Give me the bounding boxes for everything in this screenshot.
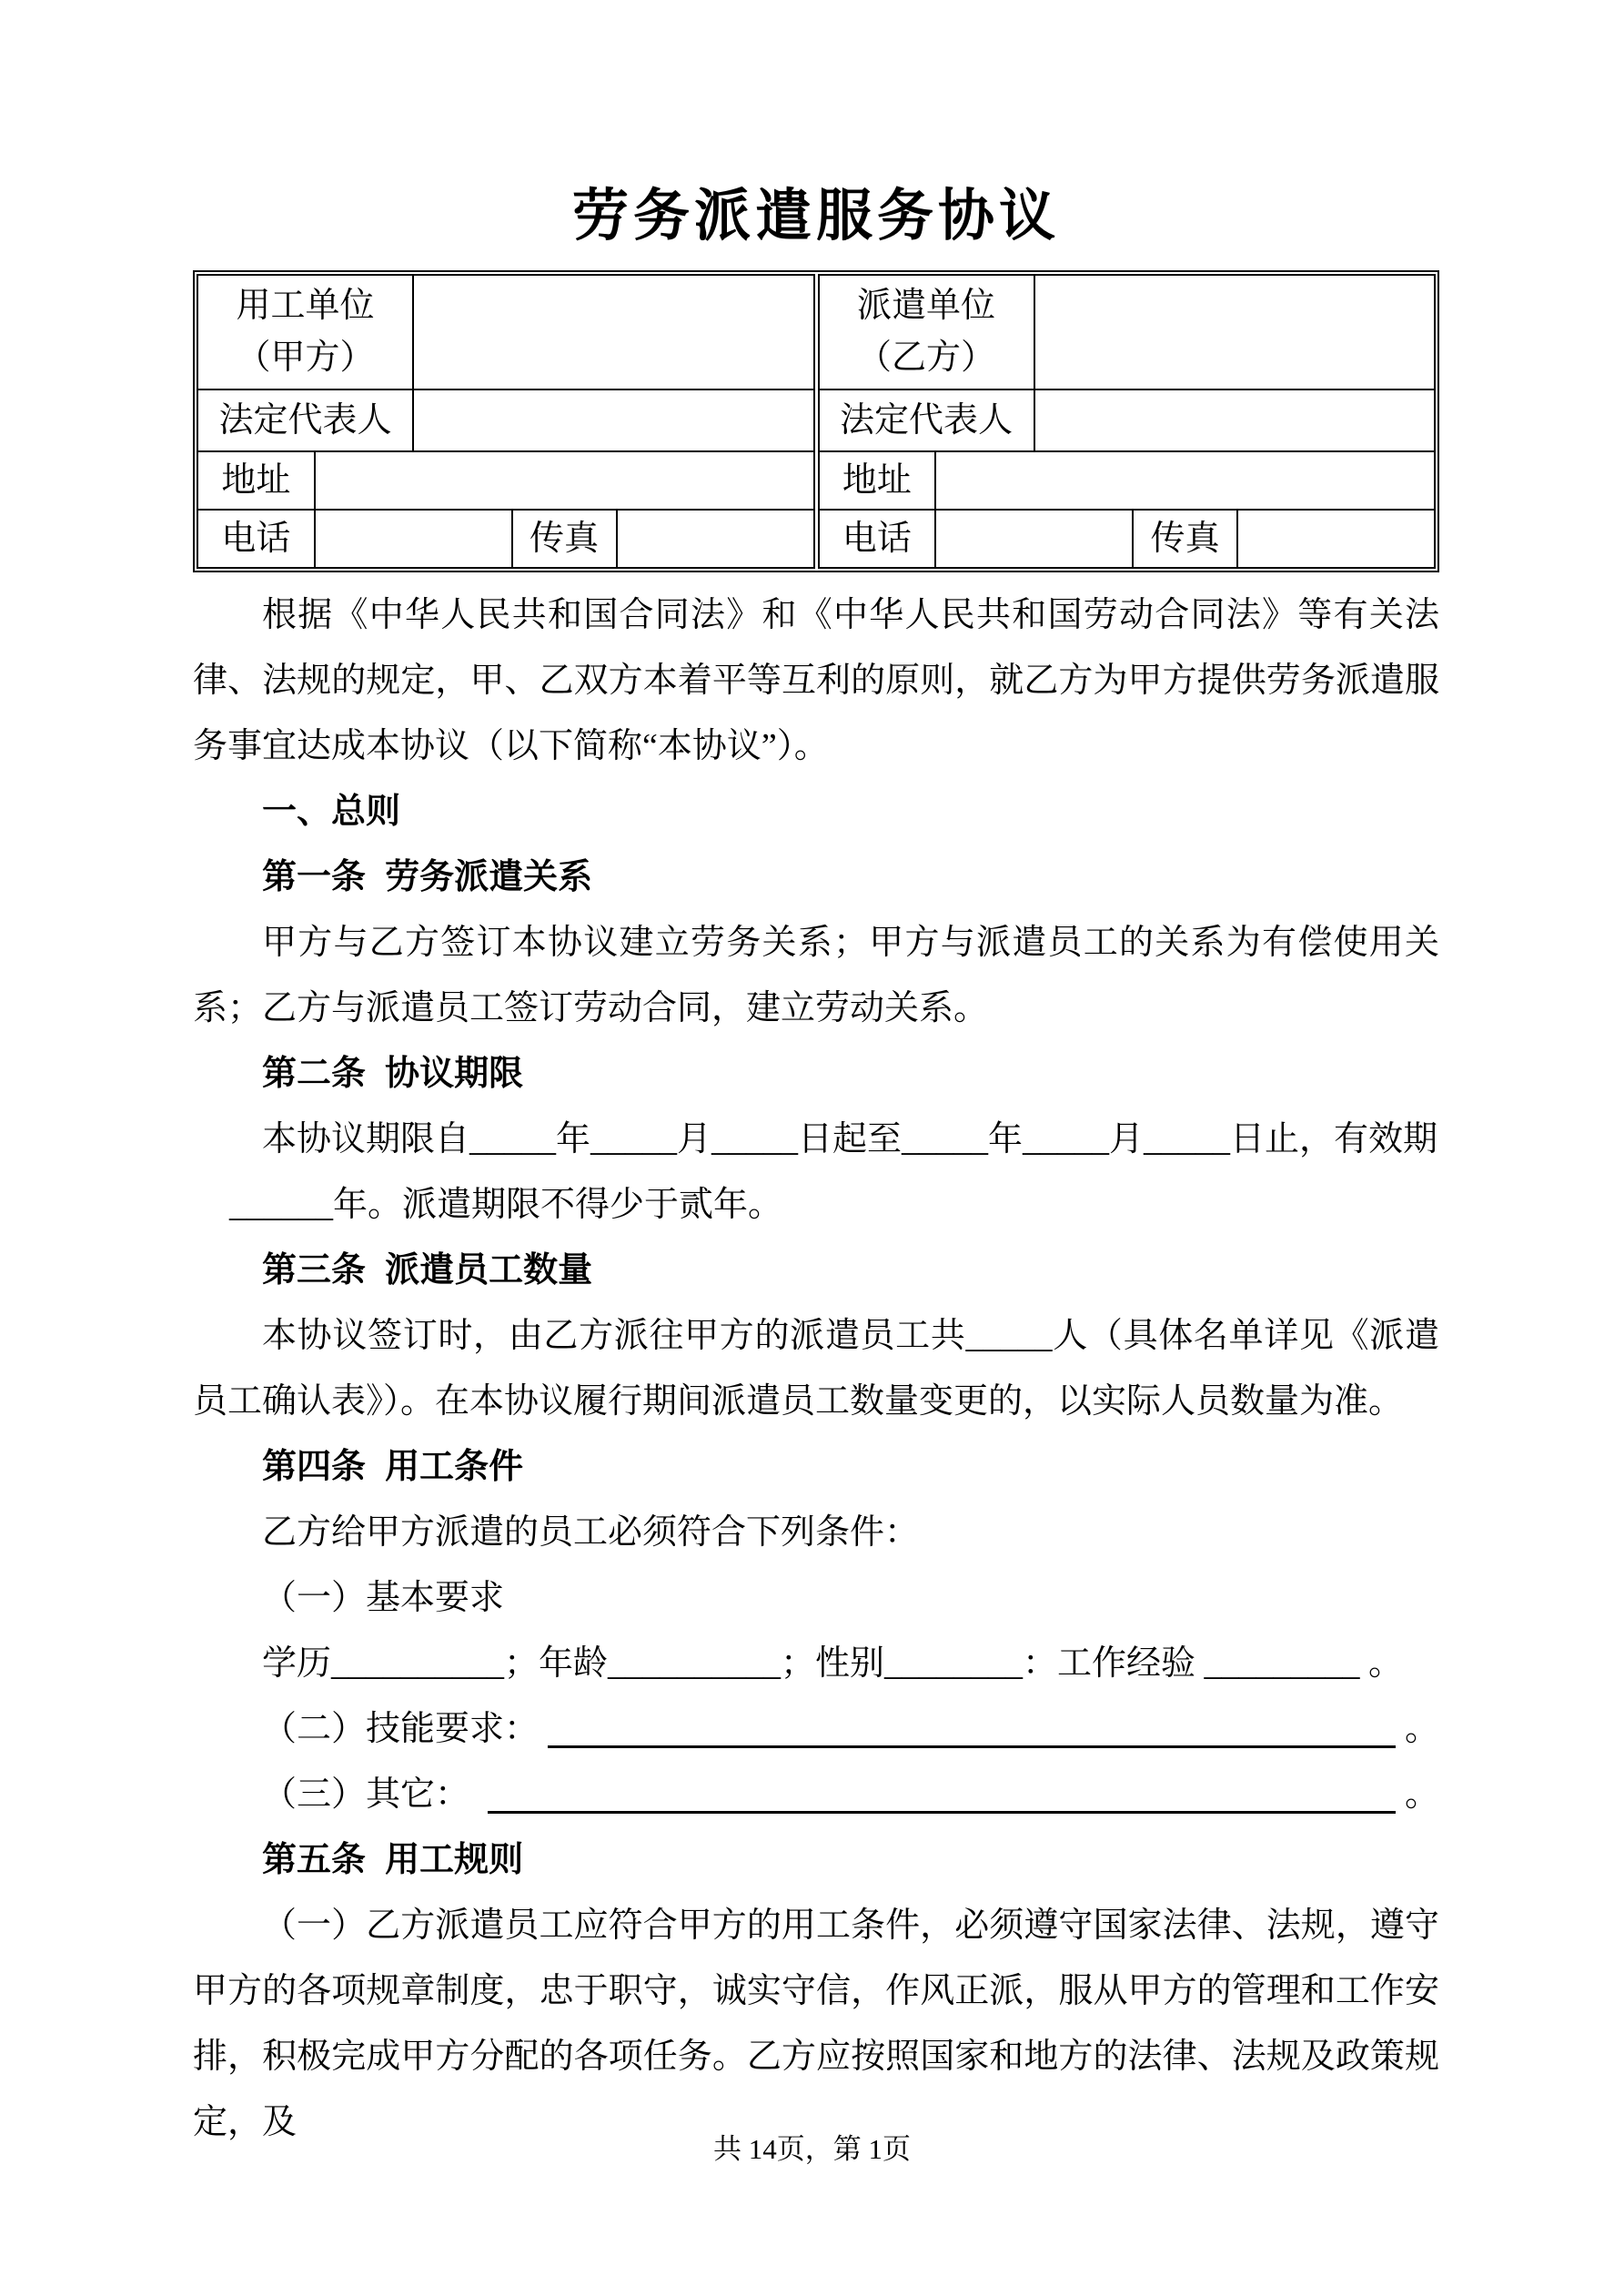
party-a-phone-value[interactable] [315,510,512,568]
page-footer: 共 14页，第 1页 [713,2133,911,2165]
party-b-address-label: 地址 [819,451,936,510]
party-b-legal-rep-value[interactable] [1034,389,1435,451]
skill-requirements-label: （二）技能要求： [262,1710,540,1748]
party-b-fax-label: 传真 [1133,510,1237,568]
heading-article-4: 第四条 用工条件 [262,1448,524,1486]
heading-article-2: 第二条 协议期限 [262,1055,524,1093]
party-b-unit-label: 派遣单位 （乙方） [819,275,1034,389]
paragraph-article-5: （一）乙方派遣员工应符合甲方的用工条件，必须遵守国家法律、法规，遵守甲方的各项规章制度，忠于职守，诚实守信，作风正派，服从甲方的管理和工作安排，积极完成甲方分配的各项任务。乙方应按照国家和地方的法律、法规及政策规定，及 [193,1907,1439,2141]
heading-article-5: 第五条 用工规则 [262,1841,524,1879]
party-a-table [197,274,815,569]
party-b-legal-rep-label: 法定代表人 [819,389,1034,451]
party-a-phone-label: 电话 [197,510,315,568]
paragraph-article-4: 乙方给甲方派遣的员工必须符合下列条件： [262,1513,920,1552]
skill-requirements-blank-field[interactable] [548,1745,1396,1748]
other-requirements-blank-field[interactable] [488,1811,1396,1814]
party-a-legal-rep-label: 法定代表人 [197,389,413,451]
other-requirements-period: 。 [1404,1775,1439,1814]
heading-article-3: 第三条 派遣员工数量 [262,1251,593,1290]
party-b-address-value[interactable] [935,451,1435,510]
document-title: 劳务派遣服务协议 [571,186,1060,248]
line-skill-requirements [193,1696,1439,1762]
party-b-table [818,274,1437,569]
document-content [193,0,1439,2155]
party-b-unit-value[interactable] [1034,275,1435,389]
party-a-address-value[interactable] [315,451,814,510]
paragraph-intro: 根据《中华人民共和国合同法》和《中华人民共和国劳动合同法》等有关法律、法规的规定，甲、乙双方本着平等互利的原则，就乙方为甲方提供劳务派遣服务事宜达成本协议（以下简称“本协议”）。 [193,596,1439,765]
other-requirements-label: （三）其它： [262,1775,479,1814]
party-a-address-label: 地址 [197,451,315,510]
skill-requirements-period: 。 [1404,1710,1439,1748]
paragraph-article-2-line-2: ______年。派遣期限不得少于贰年。 [229,1186,783,1224]
item-basic-requirements: （一）基本要求 [262,1579,505,1617]
paragraph-article-3: 本协议签订时，由乙方派往甲方的派遣员工共_____人（具体名单详见《派遣员工确认表》）。在本协议履行期间派遣员工数量变更的，以实际人员数量为准。 [193,1317,1439,1421]
heading-article-1: 第一条 劳务派遣关系 [262,858,593,896]
heading-general-provisions: 一、总则 [262,793,401,831]
party-a-unit-value[interactable] [413,275,813,389]
party-b-fax-value[interactable] [1237,510,1435,568]
paragraph-article-2-line-1: 本协议期限自_____年_____月_____日起至_____年_____月_____日止，有效期 [262,1120,1438,1158]
line-other-requirements [193,1762,1439,1827]
party-a-fax-label: 传真 [512,510,617,568]
party-a-unit-label: 用工单位 （甲方） [197,275,413,389]
line-education-age-gender-experience: 学历__________；年龄__________；性别________：工作经验 _________ 。 [262,1644,1404,1683]
party-a-fax-value[interactable] [617,510,814,568]
document-body [193,582,1439,2155]
parties-info-table [193,270,1439,572]
party-b-phone-value[interactable] [935,510,1133,568]
party-b-phone-label: 电话 [819,510,936,568]
paragraph-article-1: 甲方与乙方签订本协议建立劳务关系；甲方与派遣员工的关系为有偿使用关系；乙方与派遣员工签订劳动合同，建立劳动关系。 [193,924,1439,1027]
party-a-legal-rep-value[interactable] [413,389,813,451]
